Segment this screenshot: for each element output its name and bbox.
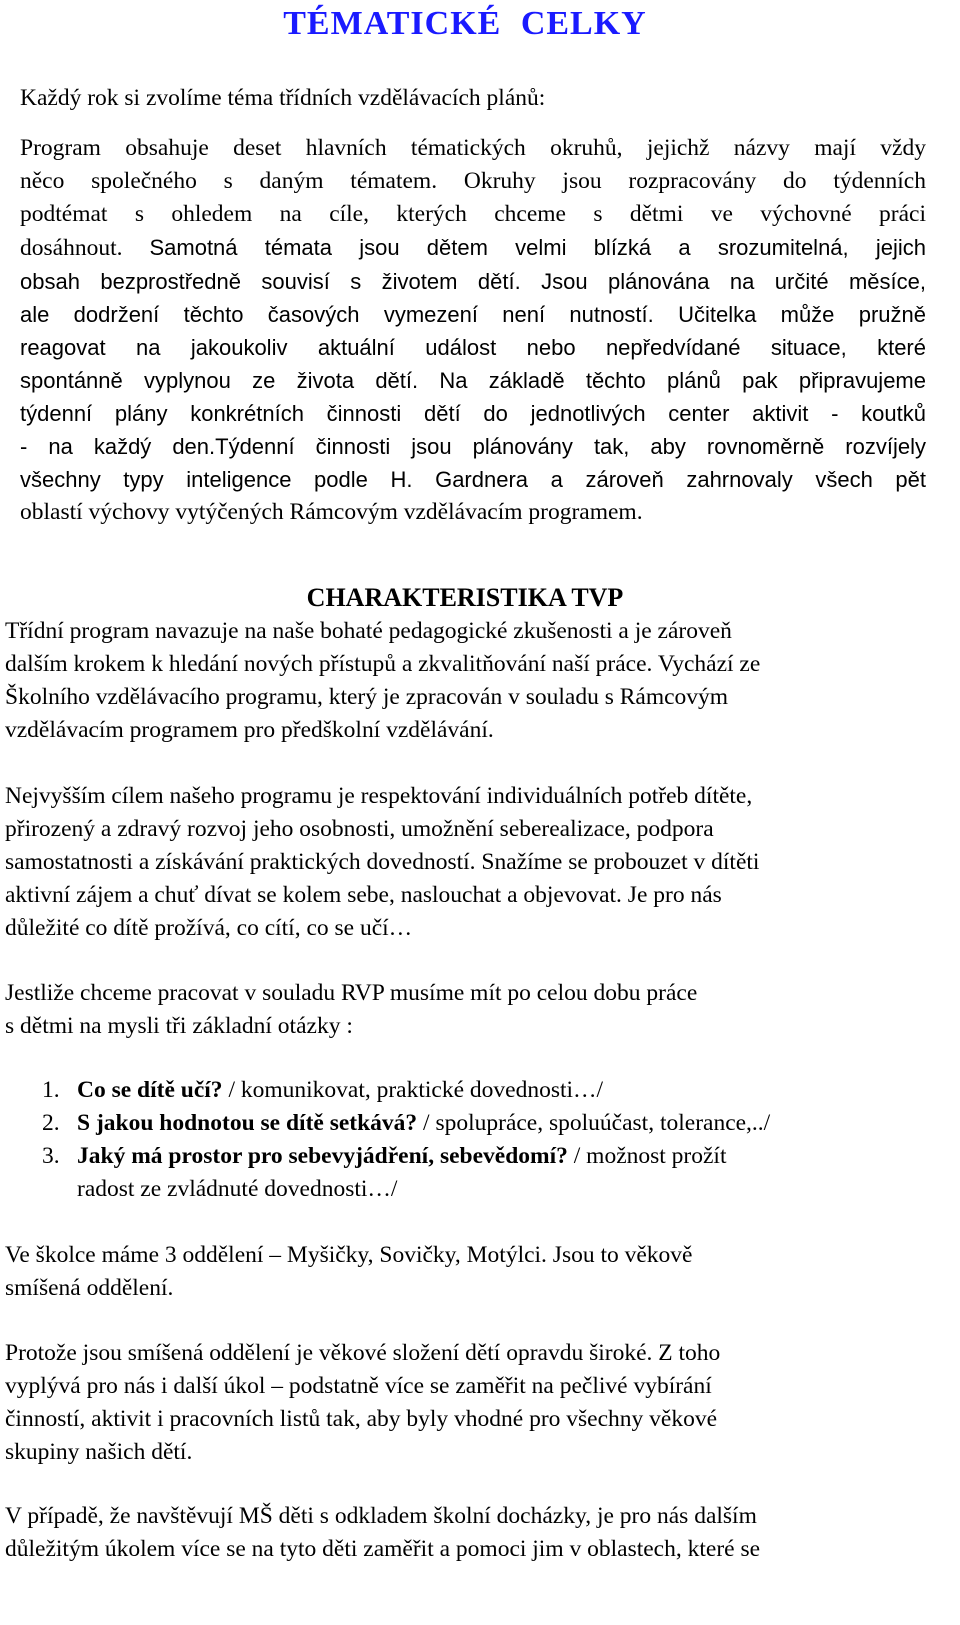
paragraph-2	[5, 780, 930, 945]
text-line: Nejvyšším cílem našeho programu je respektování individuálních potřeb dítěte,	[5, 783, 753, 809]
text-line: oblastí výchovy vytýčených Rámcovým vzdělávacím programem.	[20, 499, 643, 525]
question-bold: Co se dítě učí?	[77, 1077, 223, 1103]
text-line: přirozený a zdravý rozvoj jeho osobnosti, umožnění seberealizace, podpora	[5, 816, 714, 842]
text-line: ale dodržení těchto časových vymezení není nutností. Učitelka může pružně	[20, 302, 926, 327]
text-line: týdenní plány konkrétních činnosti dětí do jednotlivých center aktivit - koutků	[20, 401, 926, 426]
text-line: Jestliže chceme pracovat v souladu RVP musíme mít po celou dobu práce	[5, 980, 698, 1006]
text-line: Školního vzdělávacího programu, který je zpracován v souladu s Rámcovým	[5, 684, 729, 710]
paragraph-6	[5, 1500, 930, 1566]
text-line: aktivní zájem a chuť dívat se kolem sebe, naslouchat a objevovat. Je pro nás	[5, 882, 722, 908]
question-continuation: radost ze zvládnuté dovednosti…/	[77, 1176, 398, 1202]
text-line: dalším krokem k hledání nových přístupů a zkvalitňování naší práce. Vychází ze	[5, 651, 761, 677]
text-line: Ve školce máme 3 oddělení – Myšičky, Sovičky, Motýlci. Jsou to věkově	[5, 1242, 693, 1268]
text-line-mixed	[20, 231, 926, 265]
list-item	[5, 1107, 930, 1140]
list-number: 2.	[42, 1110, 60, 1136]
page-title: TÉMATICKÉ CELKY	[283, 5, 647, 42]
text-line: Program obsahuje deset hlavních tématických okruhů, jejichž názvy mají vždy	[20, 135, 926, 161]
question-bold: S jakou hodnotou se dítě setkává?	[77, 1110, 418, 1136]
text-line: V případě, že navštěvují MŠ děti s odkladem školní docházky, je pro nás dalším	[5, 1503, 757, 1529]
text-line: skupiny našich dětí.	[5, 1439, 193, 1465]
text-line: - na každý den.Týdenní činnosti jsou plánovány tak, aby rovnoměrně rozvíjely	[20, 434, 926, 459]
text-line: vzdělávacím programem pro předškolní vzdělávání.	[5, 717, 494, 743]
text-line: důležité co dítě prožívá, co cítí, co se učí…	[5, 915, 413, 941]
question-rest: / možnost prožít	[567, 1143, 727, 1169]
list-number: 3.	[42, 1143, 60, 1169]
text-line: důležitým úkolem více se na tyto děti zaměřit a pomoci jim v oblastech, které se	[5, 1536, 761, 1562]
questions-list	[5, 1074, 930, 1206]
question-bold: Jaký má prostor pro sebevyjádření, sebevědomí?	[77, 1143, 568, 1169]
text-line: všechny typy inteligence podle H. Gardnera a zároveň zahrnovaly všech pět	[20, 467, 926, 492]
text-line: obsah bezprostředně souvisí s životem dětí. Jsou plánována na určité měsíce,	[20, 269, 926, 294]
text-fragment: Samotná témata jsou dětem velmi blízká a srozumitelná, jejich	[149, 235, 927, 260]
text-line: smíšená oddělení.	[5, 1275, 174, 1301]
text-line: vyplývá pro nás i další úkol – podstatně více se zaměřit na pečlivé vybírání	[5, 1373, 712, 1399]
paragraph-1	[5, 615, 930, 747]
list-number: 1.	[42, 1077, 60, 1103]
text-fragment: dosáhnout.	[20, 235, 150, 261]
paragraph-3	[5, 977, 930, 1043]
paragraph-5	[5, 1337, 930, 1469]
text-line: samostatnosti a získávání praktických dovedností. Snažíme se probouzet v dítěti	[5, 849, 760, 875]
list-item	[5, 1140, 930, 1206]
paragraph-4	[5, 1239, 930, 1305]
question-rest: / komunikovat, praktické dovednosti…/	[222, 1077, 604, 1103]
text-line: Třídní program navazuje na naše bohaté pedagogické zkušenosti a je zároveň	[5, 618, 732, 644]
text-line: činností, aktivit i pracovních listů tak, aby byly vhodné pro všechny věkové	[5, 1406, 718, 1432]
program-description	[20, 132, 926, 529]
text-line: reagovat na jakoukoliv aktuální událost nebo nepředvídané situace, které	[20, 335, 926, 360]
text-line: Protože jsou smíšená oddělení je věkové složení dětí opravdu široké. Z toho	[5, 1340, 721, 1366]
text-line: něco společného s daným tématem. Okruhy jsou rozpracovány do týdenních	[20, 168, 926, 194]
text-line: s dětmi na mysli tři základní otázky :	[5, 1013, 353, 1039]
text-line: podtémat s ohledem na cíle, kterých chceme s dětmi ve výchovné práci	[20, 201, 926, 227]
question-rest: / spolupráce, spoluúčast, tolerance,../	[417, 1110, 771, 1136]
list-item	[5, 1074, 930, 1107]
section-heading: CHARAKTERISTIKA TVP	[306, 583, 624, 612]
intro-text: Každý rok si zvolíme téma třídních vzdělávacích plánů:	[20, 85, 546, 111]
text-line: spontánně vyplynou ze života dětí. Na základě těchto plánů pak připravujeme	[20, 368, 926, 393]
